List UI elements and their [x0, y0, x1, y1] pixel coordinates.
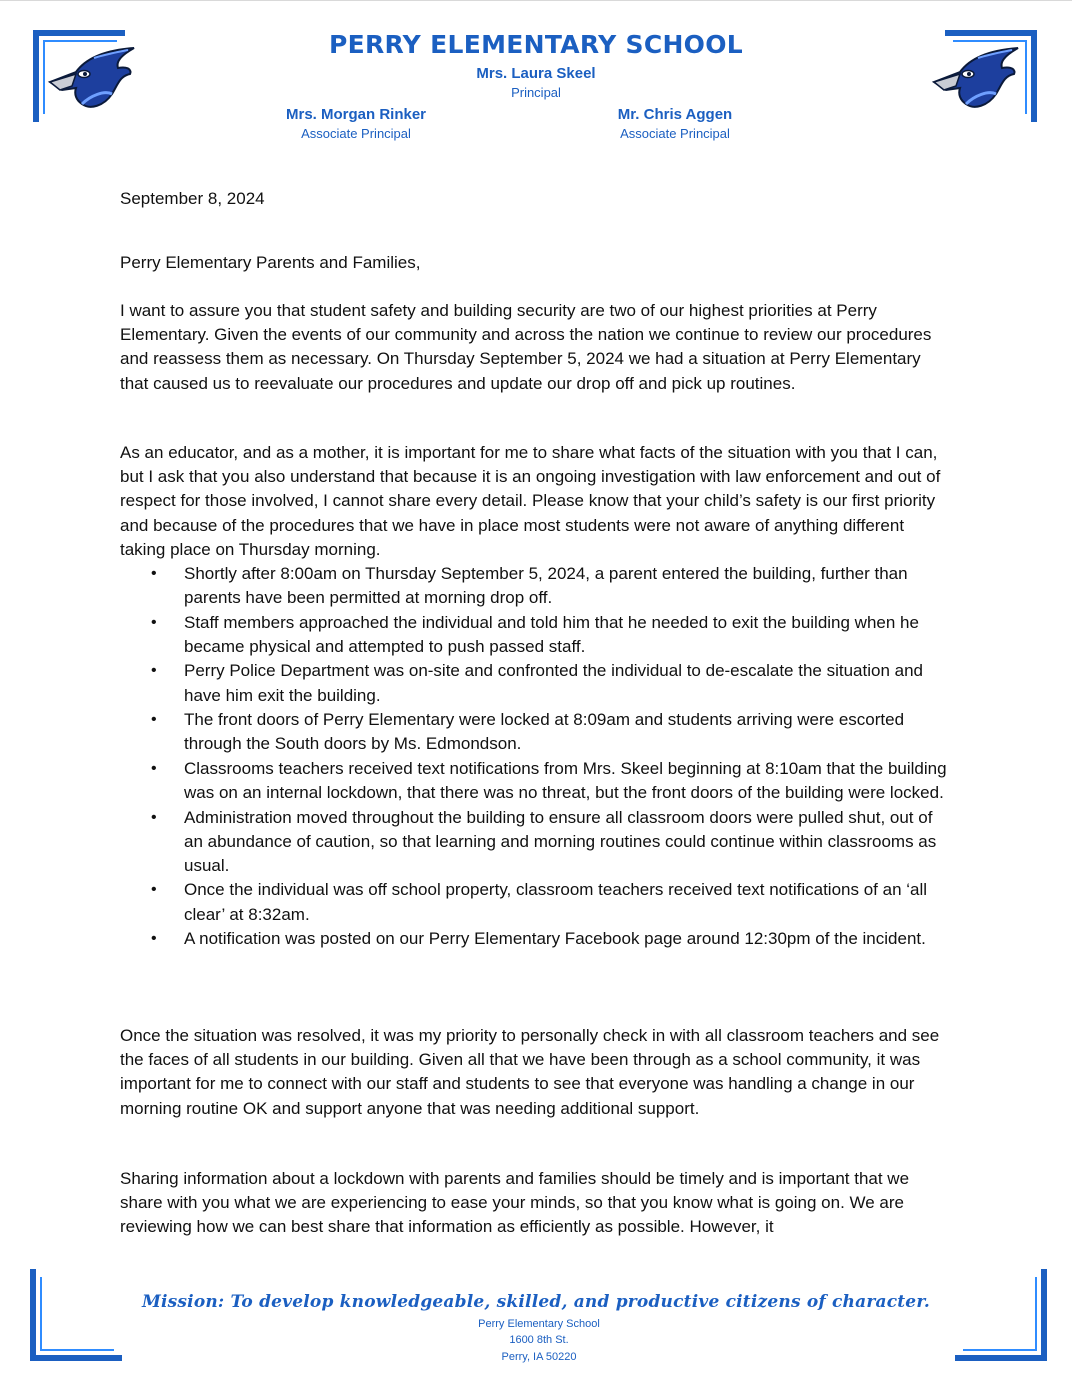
bullet-icon: •	[151, 930, 157, 948]
list-item	[120, 562, 952, 610]
letter-date: September 8, 2024	[120, 189, 265, 208]
list-item-text: The front doors of Perry Elementary were locked at 8:09am and students arriving were escorted through the South doors by Ms. Edmondson.	[184, 710, 905, 754]
bullet-icon: •	[151, 662, 157, 680]
list-item	[120, 878, 952, 926]
footer-address-school: Perry Elementary School	[478, 1318, 600, 1330]
footer-address-city: Perry, IA 50220	[501, 1351, 577, 1363]
corner-bracket-bottom-right	[952, 1266, 1047, 1361]
list-item	[120, 659, 952, 707]
associate-principal-name: Mr. Chris Aggen	[617, 106, 733, 123]
list-item-text: A notification was posted on our Perry Elementary Facebook page around 12:30pm of the incident.	[184, 929, 926, 949]
principal-name: Mrs. Laura Skeel	[476, 65, 596, 82]
letter-paragraph: I want to assure you that student safety and building security are two of our highest priorities at Perry Elementary. Given the events of our community and across the nation we continue to review our procedures and reassess them as necessary. On Thursday September 5, 2024 we had a situation at Perry Elementary that caused us to reevaluate our procedures and update our drop off and pick up routines.	[120, 301, 932, 393]
incident-timeline-list	[120, 562, 952, 952]
associate-principal-title: Associate Principal	[301, 126, 411, 141]
associate-principal-title: Associate Principal	[620, 126, 730, 141]
bullet-icon: •	[151, 808, 157, 826]
bullet-icon: •	[151, 613, 157, 631]
list-item-text: Staff members approached the individual and told him that he needed to exit the building when he became physical and attempted to push passed staff.	[184, 612, 919, 656]
list-item	[120, 708, 952, 756]
bullet-icon: •	[151, 759, 157, 777]
letter-paragraph: As an educator, and as a mother, it is important for me to share what facts of the situation with you that I can, but I ask that you also understand that because it is an ongoing investigation with law enforcement and out of respect for those involved, I cannot share every detail. Please know that your child’s safety is our first priority and because of the procedures that we have in place most students were not aware of anything different taking place on Thursday morning.	[120, 443, 941, 559]
mission-statement: Mission: To develop knowledgeable, skilled, and productive citizens of character.	[141, 1292, 931, 1312]
bullet-icon: •	[151, 881, 157, 899]
letter-paragraph: Sharing information about a lockdown with parents and families should be timely and is important that we share with you what we are experiencing to ease your minds, so that you know what is going on. We are reviewing how we can best share that information as efficiently as possible. However, it	[120, 1169, 910, 1237]
letter-paragraph: Once the situation was resolved, it was my priority to personally check in with all classroom teachers and see the faces of all students in our building. Given all that we have been through as a school community, it was important for me to connect with our staff and students to see that everyone was handling a change in our morning routine OK and support anyone that was needing additional support.	[120, 1026, 940, 1118]
list-item	[120, 806, 952, 879]
list-item-text: Perry Police Department was on-site and confronted the individual to de-escalate the situation and have him exit the building.	[184, 661, 923, 705]
list-item	[120, 611, 952, 659]
bullet-icon: •	[151, 711, 157, 729]
school-name: PERRY ELEMENTARY SCHOOL	[328, 30, 744, 59]
list-item	[120, 927, 952, 951]
associate-principal-name: Mrs. Morgan Rinker	[285, 106, 427, 123]
letter-salutation: Perry Elementary Parents and Families,	[120, 253, 421, 272]
footer-address-street: 1600 8th St.	[509, 1334, 569, 1346]
list-item-text: Administration moved throughout the building to ensure all classroom doors were pulled shut, out of an abundance of caution, so that learning and morning routines could continue within classrooms as usual.	[184, 807, 937, 875]
list-item-text: Once the individual was off school property, classroom teachers received text notifications of an ‘all clear’ at 8:32am.	[184, 880, 928, 924]
page-top-edge	[0, 0, 1072, 1]
list-item-text: Shortly after 8:00am on Thursday September 5, 2024, a parent entered the building, further than parents have been permitted at morning drop off.	[184, 564, 908, 608]
list-item	[120, 757, 952, 805]
list-item-text: Classrooms teachers received text notifications from Mrs. Skeel beginning at 8:10am that the building was on an internal lockdown, that there was no threat, but the front doors of the building were locked.	[184, 758, 947, 803]
bullet-icon: •	[151, 565, 157, 582]
principal-title: Principal	[511, 85, 561, 100]
corner-bracket-bottom-left	[30, 1266, 125, 1361]
